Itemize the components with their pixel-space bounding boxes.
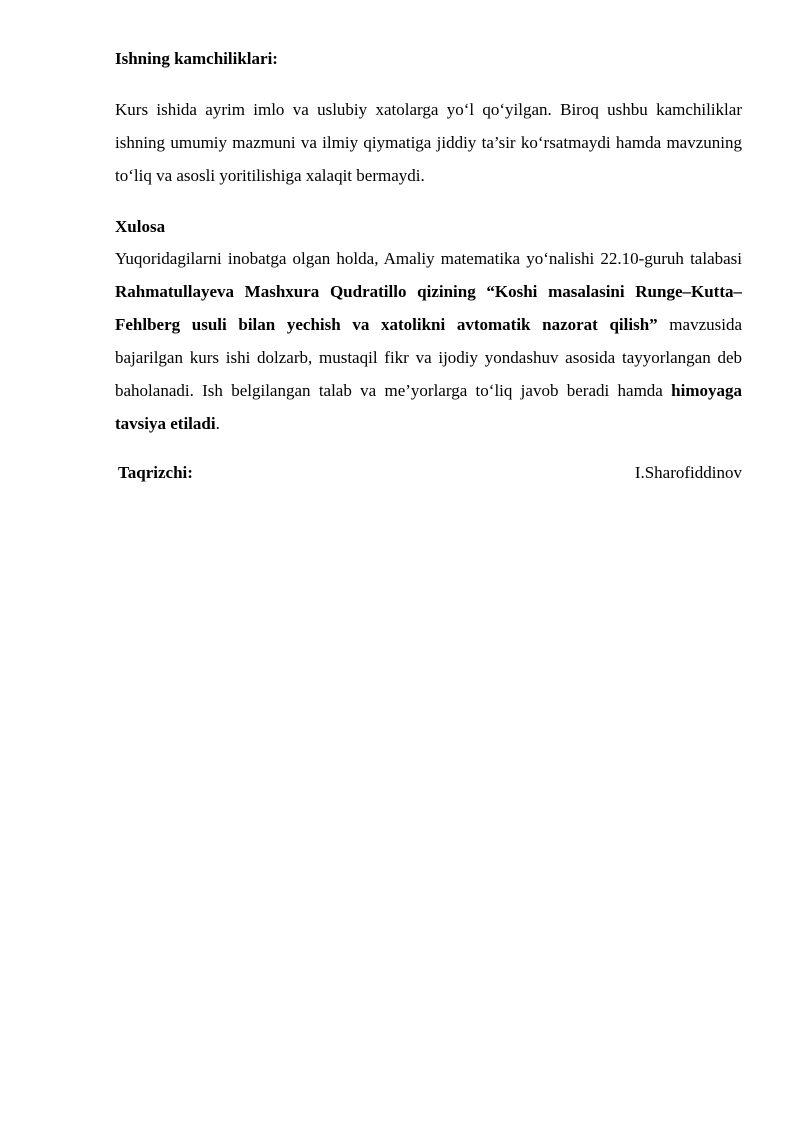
- recommendation-bold: himoyaga tavsiya etiladi: [115, 381, 742, 433]
- conclusion-paragraph: [115, 242, 742, 440]
- student-topic-bold: Rahmatullayeva Mashxura Qudratillo qizining “Koshi masalasini Runge–Kutta–Fehlberg usuli bilan yechish va xatolikni avtomatik nazorat qilish”: [115, 282, 742, 334]
- reviewer-label: Taqrizchi:: [118, 463, 193, 482]
- conclusion-heading: Xulosa: [115, 217, 166, 236]
- shortcomings-heading: Ishning kamchiliklari:: [115, 49, 278, 68]
- shortcomings-paragraph: Kurs ishida ayrim imlo va uslubiy xatolarga yo‘l qo‘yilgan. Biroq ushbu kamchiliklar ishning umumiy mazmuni va ilmiy qiymatiga jiddiy ta’sir ko‘rsatmaydi hamda mavzuning to‘liq va asosli yoritilishiga xalaqit bermaydi.: [115, 100, 742, 185]
- signature-row: [115, 460, 742, 486]
- conclusion-text-part1: Yuqoridagilarni inobatga olgan holda, Amaliy matematika yo‘nalishi 22.10-guruh talabasi: [115, 249, 742, 268]
- conclusion-text-part3: .: [215, 414, 220, 433]
- conclusion-text-part2: mavzusida bajarilgan kurs ishi dolzarb, mustaqil fikr va ijodiy yondashuv asosida tayyorlangan deb baholanadi. Ish belgilangan talab va me’yorlarga to‘liq javob beradi hamda: [115, 315, 743, 400]
- reviewer-name: I.Sharofiddinov: [634, 463, 742, 482]
